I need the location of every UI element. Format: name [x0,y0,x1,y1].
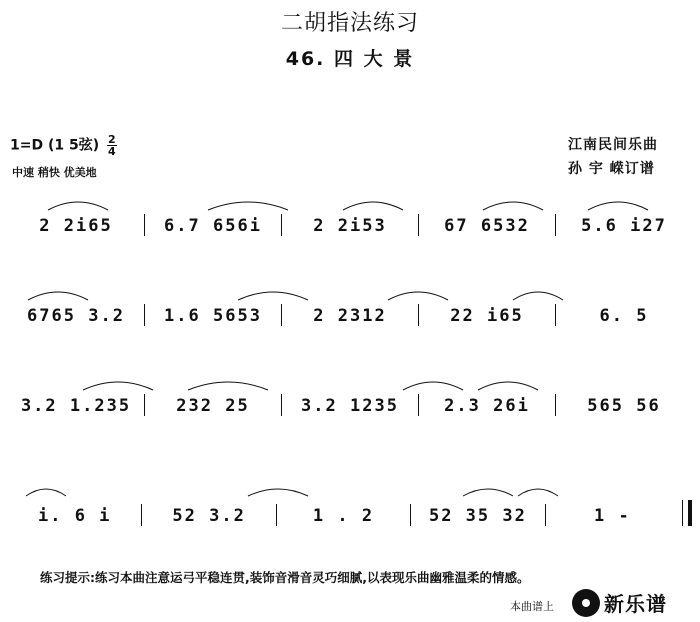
tempo-marking: 中速 稍快 优美地 [12,166,97,179]
measure: 6. 5 [599,306,649,326]
meter-top: 2 [108,133,116,146]
source-note: 本曲谱上 [510,600,554,613]
measure: i. 6 i [8,504,142,526]
key-signature [10,134,117,157]
measure: 6.7 656i [145,214,282,236]
measure: 2 2312 [282,304,419,326]
measure: 1 - [593,506,631,526]
measure: 3.2 1235 [282,394,419,416]
measure: 565 56 [587,396,661,416]
practice-tip: 练习提示:练习本曲注意运弓平稳连贯,装饰音滑音灵巧细腻,以表现乐曲幽雅温柔的情感。 [40,570,530,585]
measure: 1.6 5653 [145,304,282,326]
brand-name: 新乐谱 [604,592,667,616]
score-row-4 [8,478,692,538]
measure: 3.2 1.235 [8,394,145,416]
measure: 52 35 32 [411,504,545,526]
measure: 67 6532 [419,214,556,236]
measure: 22 i65 [419,304,556,326]
final-barline [682,500,692,526]
record-disc-icon [572,589,600,617]
slur-marks [8,372,692,394]
measure: 232 25 [145,394,282,416]
score-row-1 [8,192,692,252]
measure: 2 2i53 [282,214,419,236]
measure: 1 . 2 [277,504,411,526]
measure: 6765 3.2 [8,304,145,326]
arranger-credit: 孙 宇 嵘订谱 [568,161,655,177]
score-row-3 [8,372,692,432]
site-logo [572,588,667,617]
slur-marks [8,282,692,304]
page-title: 二胡指法练习 [280,11,419,36]
origin-credit: 江南民间乐曲 [568,137,658,153]
slur-marks [8,478,692,500]
measure: 52 3.2 [142,504,276,526]
slur-marks [8,192,692,214]
measure: 5.6 i27 [581,216,667,236]
time-signature [107,134,117,157]
measure: 2 2i65 [8,214,145,236]
meter-bottom: 4 [108,145,116,158]
score-row-2 [8,282,692,342]
key-text: 1=D (1 5弦) [10,137,100,154]
piece-title: 46. 四 大 景 [285,48,415,70]
measure: 2.3 26i [419,394,556,416]
